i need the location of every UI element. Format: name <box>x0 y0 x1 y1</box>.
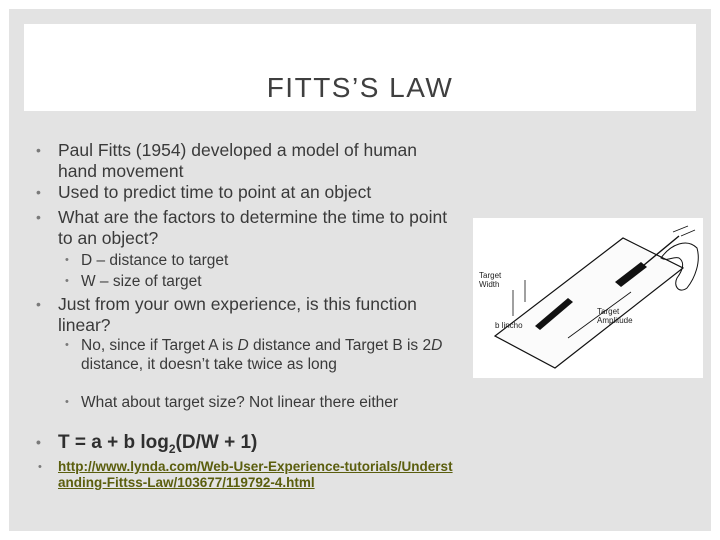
bullet-dot-icon: • <box>36 296 41 312</box>
bullet-1-text: Paul Fitts (1954) developed a model of human hand movement <box>58 140 417 181</box>
bullet-3-sub-2 <box>65 272 451 291</box>
sketch-lines <box>673 226 695 236</box>
bullet-3-sub-1-text: D – distance to target <box>81 252 229 269</box>
label-target-amplitude-1: Target <box>597 307 620 316</box>
lynda-link-text[interactable]: http://www.lynda.com/Web-User-Experience-tutorials/Understanding-Fittss-Law/103677/119792-4.html <box>58 459 453 490</box>
label-target-width-1: Target <box>479 271 502 280</box>
bullet-3-text: What are the factors to determine the time to point to an object? <box>58 207 448 248</box>
bullet-2-text: Used to predict time to point at an object <box>58 182 372 202</box>
bullet-2 <box>36 182 448 203</box>
bullet-1 <box>36 140 448 182</box>
formula-subscript: 2 <box>168 441 176 456</box>
fitts-formula <box>36 432 258 456</box>
lynda-link[interactable] <box>38 459 453 491</box>
fitts-diagram <box>473 218 703 378</box>
sub-bullet-dot-icon: • <box>65 254 69 266</box>
bullet-4-sub-1-text-b: distance and Target B is 2 <box>248 337 432 354</box>
sub-bullet-dot-icon: • <box>65 339 69 351</box>
board-shape <box>495 238 683 368</box>
bullet-4-sub-1 <box>65 336 453 374</box>
bullet-4-sub-2-text: What about target size? Not linear there either <box>81 394 399 411</box>
formula-tail: (D/W + 1) <box>175 432 258 453</box>
bullet-4-sub-2 <box>65 393 421 412</box>
bullet-dot-icon: • <box>36 434 41 450</box>
slide-title: FITTS’S LAW <box>266 72 454 103</box>
formula-main: T = a + b log <box>58 432 169 453</box>
bullet-4-sub-1-italic-d2: D <box>431 337 443 354</box>
bullet-dot-icon: • <box>36 142 41 158</box>
bullet-4 <box>36 294 448 336</box>
bullet-4-sub-1-italic-d: D <box>237 337 249 354</box>
bullet-dot-icon: • <box>36 209 41 225</box>
bullet-4-sub-1-text-c: distance, it doesn’t take twice as long <box>81 356 337 373</box>
label-stylus: b lincho <box>495 321 523 330</box>
label-target-amplitude-2: Amplitude <box>597 316 633 325</box>
sub-bullet-dot-icon: • <box>65 396 69 408</box>
bullet-3-sub-1 <box>65 251 451 270</box>
label-target-width-2: Width <box>479 280 500 289</box>
sub-bullet-dot-icon: • <box>38 461 42 473</box>
bullet-dot-icon: • <box>36 184 41 200</box>
bullet-4-sub-1-text-a: No, since if Target A is <box>81 337 238 354</box>
sub-bullet-dot-icon: • <box>65 275 69 287</box>
bullet-3 <box>36 207 448 249</box>
bullet-3-sub-2-text: W – size of target <box>81 273 202 290</box>
fitts-diagram-drawing <box>473 218 703 378</box>
bullet-4-text: Just from your own experience, is this function linear? <box>58 294 417 335</box>
